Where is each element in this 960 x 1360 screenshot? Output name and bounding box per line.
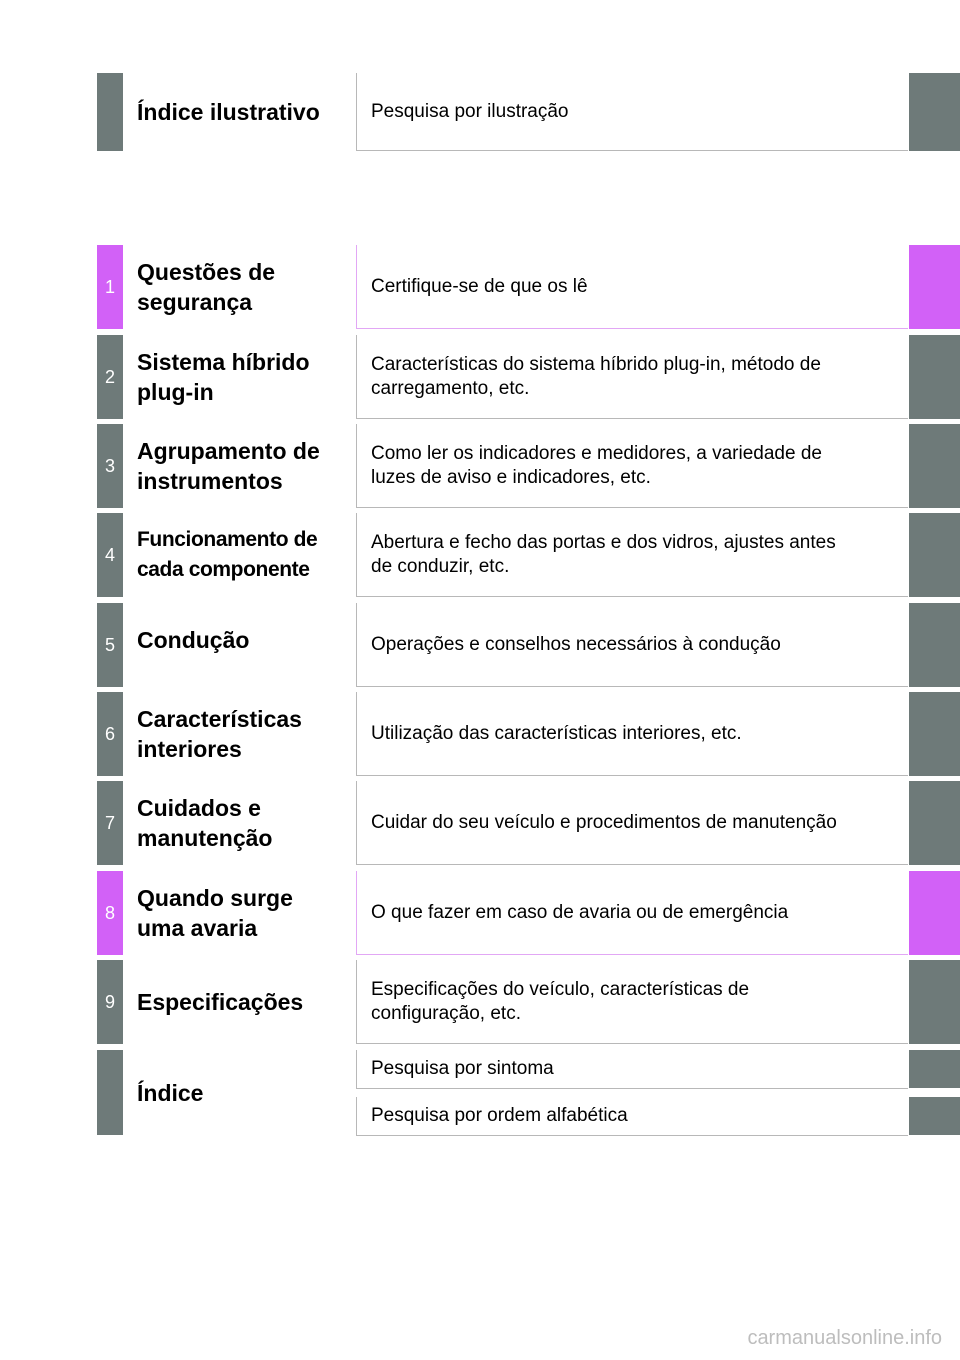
index-row[interactable] bbox=[97, 1050, 960, 1135]
thumb-tab bbox=[909, 871, 960, 955]
thumb-tab bbox=[909, 692, 960, 776]
chapter-description: Abertura e fecho das portas e dos vidros, ajustes antes de conduzir, etc. bbox=[356, 513, 908, 597]
chapter-row-5[interactable] bbox=[97, 603, 960, 687]
thumb-tab bbox=[909, 603, 960, 687]
chapter-title: Características interiores bbox=[137, 706, 302, 762]
thumb-tab bbox=[909, 73, 960, 151]
chapter-number: 2 bbox=[97, 335, 123, 419]
chapter-row-7[interactable] bbox=[97, 781, 960, 865]
chapter-number: 9 bbox=[97, 960, 123, 1044]
thumb-tab bbox=[909, 1097, 960, 1135]
chapter-tab bbox=[97, 73, 123, 151]
chapter-title: Índice bbox=[137, 1079, 204, 1106]
chapter-tab bbox=[97, 1050, 123, 1135]
chapter-number: 5 bbox=[97, 603, 123, 687]
chapter-title: Questões de segurança bbox=[137, 259, 276, 315]
chapter-row-6[interactable] bbox=[97, 692, 960, 776]
chapter-title: Especificações bbox=[137, 989, 304, 1015]
thumb-tab bbox=[909, 245, 960, 329]
chapter-number: 4 bbox=[97, 513, 123, 597]
chapter-title: Condução bbox=[137, 627, 250, 653]
chapter-description: Utilização das características interiores, etc. bbox=[356, 692, 908, 776]
chapter-number: 3 bbox=[97, 424, 123, 508]
chapter-description: Especificações do veículo, características de configuração, etc. bbox=[356, 960, 908, 1044]
chapter-title: Quando surge uma avaria bbox=[137, 885, 293, 941]
chapter-title: Funcionamento de cada componente bbox=[137, 528, 318, 581]
chapter-number: 1 bbox=[97, 245, 123, 329]
chapter-row-9[interactable] bbox=[97, 960, 960, 1044]
chapter-title: Sistema híbrido plug-in bbox=[137, 349, 310, 405]
chapter-description: Operações e conselhos necessários à condução bbox=[356, 603, 908, 687]
chapter-description: O que fazer em caso de avaria ou de emergência bbox=[356, 871, 908, 955]
thumb-tab bbox=[909, 513, 960, 597]
chapter-description: Cuidar do seu veículo e procedimentos de manutenção bbox=[356, 781, 908, 865]
chapter-row-2[interactable] bbox=[97, 335, 960, 419]
thumb-tab bbox=[909, 1050, 960, 1088]
chapter-description: Certifique-se de que os lê bbox=[356, 245, 908, 329]
thumb-tab bbox=[909, 335, 960, 419]
thumb-tab bbox=[909, 424, 960, 508]
chapter-row-3[interactable] bbox=[97, 424, 960, 508]
thumb-tab bbox=[909, 781, 960, 865]
chapter-number: 7 bbox=[97, 781, 123, 865]
chapter-description: Características do sistema híbrido plug-in, método de carregamento, etc. bbox=[356, 335, 908, 419]
chapter-number: 6 bbox=[97, 692, 123, 776]
illustrated-index-row[interactable] bbox=[97, 73, 960, 151]
chapter-title: Agrupamento de instrumentos bbox=[137, 438, 320, 494]
chapter-number: 8 bbox=[97, 871, 123, 955]
chapter-description: Pesquisa por ilustração bbox=[356, 73, 908, 151]
watermark: carmanualsonline.info bbox=[747, 1327, 942, 1349]
alphabetical-search-link[interactable]: Pesquisa por ordem alfabética bbox=[356, 1097, 908, 1136]
chapter-row-1[interactable] bbox=[97, 245, 960, 329]
chapter-title: Índice ilustrativo bbox=[137, 99, 320, 125]
search-by-symptom-link[interactable]: Pesquisa por sintoma bbox=[356, 1050, 908, 1089]
thumb-tab bbox=[909, 960, 960, 1044]
chapter-row-8[interactable] bbox=[97, 871, 960, 955]
chapter-description: Como ler os indicadores e medidores, a variedade de luzes de aviso e indicadores, etc. bbox=[356, 424, 908, 508]
chapter-row-4[interactable] bbox=[97, 513, 960, 597]
chapter-title: Cuidados e manutenção bbox=[137, 795, 273, 851]
